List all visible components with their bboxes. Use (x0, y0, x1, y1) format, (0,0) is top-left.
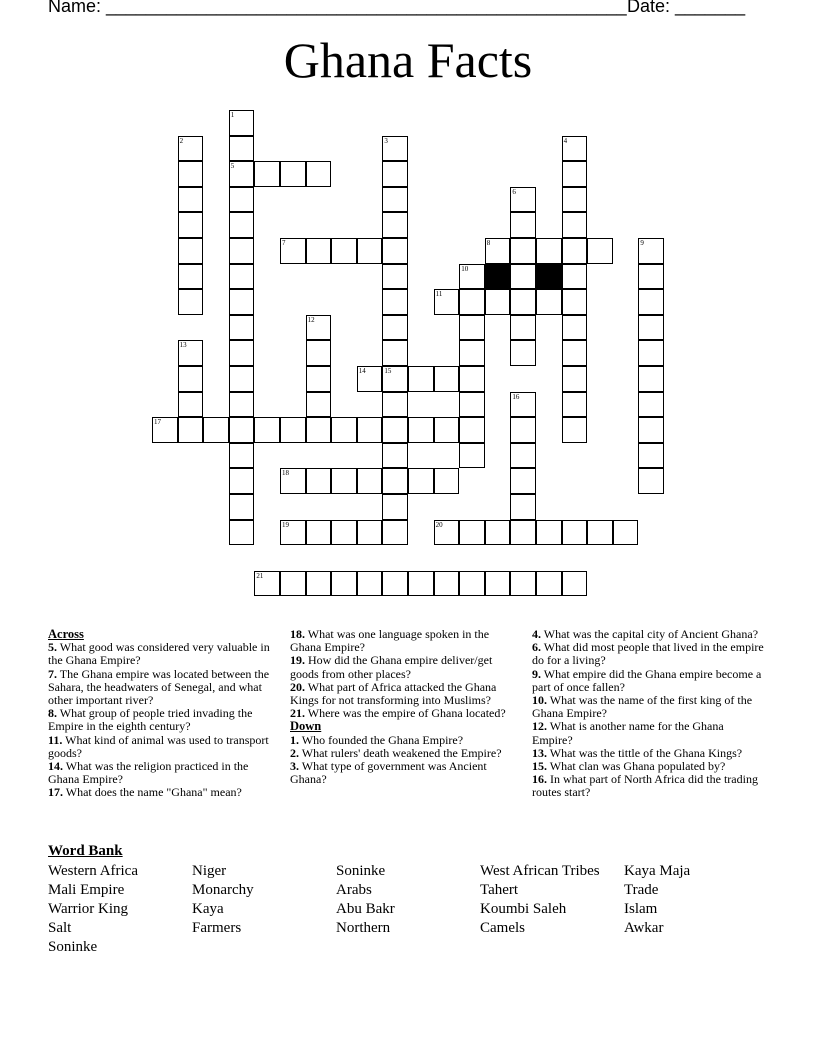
clue (532, 641, 764, 667)
crossword-cell[interactable] (382, 161, 408, 187)
clues-column-1 (48, 628, 280, 800)
down-heading: Down (290, 719, 322, 734)
clue-text: What good was considered very valuable in the Ghana Empire? (48, 640, 270, 668)
crossword-cell[interactable] (485, 571, 511, 597)
crossword-cell[interactable] (280, 571, 306, 597)
crossword-cell[interactable] (229, 238, 255, 264)
crossword-cell[interactable] (510, 315, 536, 341)
crossword-cell[interactable] (382, 315, 408, 341)
crossword-cell[interactable] (459, 520, 485, 546)
crossword-cell[interactable] (229, 161, 255, 187)
word-bank-item: West African Tribes (480, 863, 600, 879)
crossword-cell[interactable] (510, 494, 536, 520)
crossword-cell[interactable] (562, 392, 588, 418)
crossword-cell[interactable] (178, 212, 204, 238)
clue-number-label: 19. (290, 653, 305, 668)
crossword-cell[interactable] (178, 136, 204, 162)
crossword-cell[interactable] (229, 417, 255, 443)
clue-number: 2 (179, 136, 184, 145)
crossword-cell[interactable] (459, 571, 485, 597)
crossword-cell[interactable] (562, 366, 588, 392)
clue-number: 7 (282, 239, 286, 247)
crossword-cell[interactable] (178, 187, 204, 213)
clue (532, 694, 764, 720)
crossword-cell[interactable] (178, 417, 204, 443)
crossword-cell[interactable] (357, 366, 383, 392)
crossword-cell[interactable] (306, 315, 332, 341)
crossword-cell[interactable] (510, 392, 536, 418)
crossword-cell[interactable] (587, 520, 613, 546)
clue-number-label: 17. (48, 785, 63, 800)
crossword-black-cell (536, 264, 562, 290)
crossword-cell[interactable] (434, 571, 460, 597)
crossword-cell[interactable] (382, 289, 408, 315)
clue-number: 20 (435, 520, 443, 529)
crossword-cell[interactable] (382, 443, 408, 469)
clue-number: 5 (230, 162, 235, 171)
crossword-cell[interactable] (638, 340, 664, 366)
crossword-cell[interactable] (562, 289, 588, 315)
clue-number-label: 4. (532, 627, 541, 641)
clue (48, 641, 280, 667)
clue-number: 13 (179, 341, 187, 350)
crossword-cell[interactable] (229, 366, 255, 392)
crossword-cell[interactable] (229, 443, 255, 469)
crossword-cell[interactable] (306, 468, 332, 494)
crossword-cell[interactable] (280, 238, 306, 264)
crossword-cell[interactable] (203, 417, 229, 443)
clue-text: What clan was Ghana populated by? (547, 759, 726, 774)
crossword-cell[interactable] (434, 520, 460, 546)
clue-number-label: 5. (48, 640, 57, 655)
crossword-cell[interactable] (357, 571, 383, 597)
clue (290, 628, 522, 654)
crossword-cell[interactable] (306, 520, 332, 546)
clue-number-label: 18. (290, 627, 305, 641)
crossword-cell[interactable] (459, 340, 485, 366)
crossword-cell[interactable] (408, 468, 434, 494)
crossword-cell[interactable] (408, 417, 434, 443)
clue-number-label: 14. (48, 759, 63, 774)
clue-text: How did the Ghana empire deliver/get goods from other places? (290, 653, 493, 681)
crossword-cell[interactable] (229, 136, 255, 162)
clue-text: What was the capital city of Ancient Ghana? (541, 627, 759, 641)
crossword-cell[interactable] (152, 417, 178, 443)
word-bank-item: Monarchy (192, 882, 254, 898)
crossword-cell[interactable] (459, 392, 485, 418)
crossword-cell[interactable] (382, 520, 408, 546)
word-bank-item: Warrior King (48, 901, 129, 917)
crossword-cell[interactable] (638, 392, 664, 418)
clue-number-label: 9. (532, 666, 541, 681)
clue-number: 21 (256, 571, 264, 580)
crossword-cell[interactable] (280, 161, 306, 187)
crossword-cell[interactable] (229, 392, 255, 418)
crossword-cell[interactable] (638, 315, 664, 341)
clue (48, 707, 280, 733)
clue-number: 1 (230, 111, 235, 119)
word-bank-item: Tahert (480, 882, 519, 898)
word-bank-item: Western Africa (48, 863, 138, 879)
across-heading: Across (48, 627, 84, 641)
crossword-cell[interactable] (485, 289, 511, 315)
clue (532, 773, 764, 799)
word-bank-item: Abu Bakr (336, 901, 395, 917)
clue (48, 760, 280, 786)
clue-text: What was the name of the first king of the Ghana Empire? (532, 693, 753, 721)
crossword-cell[interactable] (178, 238, 204, 264)
clue-text: Who founded the Ghana Empire? (299, 732, 464, 747)
crossword-cell[interactable] (510, 212, 536, 238)
clue-number-label: 13. (532, 745, 547, 760)
clue-text: What was the religion practiced in the Ghana Empire? (48, 759, 249, 787)
word-bank-item: Mali Empire (48, 882, 125, 898)
clues-column-2 (290, 628, 522, 786)
word-bank-item: Kaya Maja (624, 863, 691, 879)
crossword-cell[interactable] (638, 264, 664, 290)
crossword-cell[interactable] (382, 392, 408, 418)
crossword-cell[interactable] (178, 340, 204, 366)
crossword-cell[interactable] (638, 238, 664, 264)
crossword-cell[interactable] (382, 571, 408, 597)
crossword-cell[interactable] (229, 264, 255, 290)
clue-text: What was the tittle of the Ghana Kings? (547, 745, 743, 760)
clue-text: What group of people tried invading the Empire in the eighth century? (48, 706, 253, 734)
clue-number-label: 12. (532, 719, 547, 734)
clue-number-label: 15. (532, 759, 547, 774)
clue-number: 17 (154, 418, 161, 427)
clue-text: What empire did the Ghana empire become a part of once fallen? (532, 666, 762, 694)
crossword-cell[interactable] (562, 161, 588, 187)
crossword-cell[interactable] (459, 289, 485, 315)
crossword-cell[interactable] (434, 417, 460, 443)
crossword-cell[interactable] (382, 264, 408, 290)
word-bank-item: Northern (336, 920, 391, 936)
clue-number-label: 11. (48, 732, 63, 747)
crossword-cell[interactable] (638, 366, 664, 392)
crossword-cell[interactable] (510, 468, 536, 494)
crossword-cell[interactable] (638, 468, 664, 494)
crossword-cell[interactable] (408, 366, 434, 392)
crossword-cell[interactable] (331, 468, 357, 494)
crossword-cell[interactable] (562, 187, 588, 213)
word-bank-item: Awkar (624, 920, 664, 936)
clue-number: 14 (358, 367, 366, 375)
crossword-cell[interactable] (178, 366, 204, 392)
crossword-cell[interactable] (459, 417, 485, 443)
crossword-cell[interactable] (280, 468, 306, 494)
crossword-cell[interactable] (434, 366, 460, 392)
word-bank-item: Trade (624, 882, 659, 898)
crossword-cell[interactable] (485, 520, 511, 546)
crossword-cell[interactable] (562, 212, 588, 238)
clue-number: 10 (461, 264, 469, 273)
crossword-cell[interactable] (562, 571, 588, 597)
word-bank-item: Farmers (192, 920, 242, 936)
clue (290, 707, 522, 720)
clue-number: 19 (282, 520, 289, 529)
clue-number: 15 (384, 367, 392, 375)
clue-text: What is another name for the Ghana Empire? (532, 719, 724, 747)
clue (532, 668, 764, 694)
name-field-label: Name: ____________________________________________________ (48, 0, 627, 16)
clue-number-label: 21. (290, 706, 305, 721)
crossword-cell[interactable] (459, 315, 485, 341)
clue-number: 16 (512, 392, 520, 401)
clue (48, 668, 280, 708)
clue-text: What rulers' death weakened the Empire? (299, 745, 502, 760)
clue-number-label: 3. (290, 759, 299, 774)
clue-number: 8 (486, 239, 491, 247)
crossword-cell[interactable] (562, 238, 588, 264)
crossword-cell[interactable] (613, 520, 639, 546)
clue (48, 786, 280, 799)
crossword-cell[interactable] (510, 443, 536, 469)
clue (290, 760, 522, 786)
word-bank-item: Salt (48, 920, 72, 936)
crossword-cell[interactable] (536, 520, 562, 546)
crossword-cell[interactable] (306, 571, 332, 597)
crossword-cell[interactable] (382, 187, 408, 213)
clue-number-label: 7. (48, 666, 57, 681)
clue-text: What does the name "Ghana" mean? (63, 785, 242, 800)
crossword-cell[interactable] (229, 212, 255, 238)
word-bank-item: Islam (624, 901, 658, 917)
crossword-cell[interactable] (459, 443, 485, 469)
crossword-cell[interactable] (587, 238, 613, 264)
crossword-cell[interactable] (510, 238, 536, 264)
crossword-cell[interactable] (382, 340, 408, 366)
clue-text: What type of government was Ancient Ghana? (290, 759, 487, 787)
crossword-cell[interactable] (280, 520, 306, 546)
crossword-cell[interactable] (357, 468, 383, 494)
crossword-cell[interactable] (357, 520, 383, 546)
clue (290, 654, 522, 680)
crossword-cell[interactable] (510, 520, 536, 546)
clues-column-3 (532, 628, 764, 800)
crossword-cell[interactable] (510, 571, 536, 597)
clue (48, 734, 280, 760)
clue-number: 11 (435, 290, 443, 299)
crossword-cell[interactable] (331, 238, 357, 264)
crossword-cell[interactable] (562, 520, 588, 546)
clue-number-label: 16. (532, 772, 547, 787)
crossword-cell[interactable] (178, 392, 204, 418)
clue-number: 12 (307, 315, 315, 324)
crossword-cell[interactable] (382, 136, 408, 162)
clue-number: 9 (640, 239, 644, 247)
crossword-cell[interactable] (306, 238, 332, 264)
clue-number: 6 (512, 187, 516, 196)
clue-text: What was one language spoken in the Ghana Empire? (290, 627, 490, 655)
crossword-cell[interactable] (562, 417, 588, 443)
crossword-cell[interactable] (638, 289, 664, 315)
crossword-cell[interactable] (254, 161, 280, 187)
crossword-cell[interactable] (178, 161, 204, 187)
crossword-cell[interactable] (638, 417, 664, 443)
crossword-cell[interactable] (306, 366, 332, 392)
clue-number: 18 (282, 469, 289, 478)
clue (532, 720, 764, 746)
crossword-cell[interactable] (280, 417, 306, 443)
crossword-cell[interactable] (536, 238, 562, 264)
crossword-cell[interactable] (306, 161, 332, 187)
crossword-cell[interactable] (510, 417, 536, 443)
crossword-cell[interactable] (229, 340, 255, 366)
clue-text: What part of Africa attacked the Ghana Kings for not transforming into Muslims? (290, 679, 497, 708)
crossword-cell[interactable] (510, 289, 536, 315)
crossword-cell[interactable] (306, 340, 332, 366)
crossword-cell[interactable] (229, 110, 255, 136)
clue-text: In what part of North Africa did the trading routes start? (532, 772, 758, 800)
clue-number-label: 6. (532, 640, 541, 655)
crossword-cell[interactable] (638, 443, 664, 469)
crossword-cell[interactable] (382, 238, 408, 264)
crossword-cell[interactable] (254, 571, 280, 597)
clue-number: 3 (384, 136, 388, 145)
crossword-cell[interactable] (357, 417, 383, 443)
crossword-cell[interactable] (229, 289, 255, 315)
crossword-cell[interactable] (178, 264, 204, 290)
word-bank-title: Word Bank (48, 843, 123, 859)
date-field-label: Date: _______ (627, 0, 746, 16)
crossword-cell[interactable] (331, 571, 357, 597)
crossword-cell[interactable] (229, 520, 255, 546)
crossword-cell[interactable] (229, 187, 255, 213)
word-bank-item: Camels (480, 920, 525, 936)
crossword-cell[interactable] (382, 494, 408, 520)
word-bank-item: Soninke (336, 863, 386, 879)
clue-number-label: 1. (290, 732, 299, 747)
crossword-cell[interactable] (306, 392, 332, 418)
crossword-cell[interactable] (178, 289, 204, 315)
clue-number: 4 (563, 136, 568, 145)
crossword-cell[interactable] (510, 187, 536, 213)
clue-number-label: 10. (532, 693, 547, 708)
crossword-cell[interactable] (408, 571, 434, 597)
crossword-cell[interactable] (459, 366, 485, 392)
crossword-cell[interactable] (562, 136, 588, 162)
crossword-cell[interactable] (562, 340, 588, 366)
clue-number-label: 8. (48, 706, 57, 721)
crossword-cell[interactable] (382, 417, 408, 443)
word-bank-item: Niger (192, 863, 227, 879)
crossword-cell[interactable] (562, 315, 588, 341)
crossword-cell[interactable] (562, 264, 588, 290)
clue-text: What did most people that lived in the empire do for a living? (532, 640, 764, 668)
clue-number-label: 20. (290, 679, 305, 694)
clue-text: The Ghana empire was located between the Sahara, the headwaters of Senegal, and what other important river? (48, 666, 270, 708)
crossword-cell[interactable] (536, 289, 562, 315)
crossword-cell[interactable] (254, 417, 280, 443)
crossword-cell[interactable] (229, 494, 255, 520)
page-title: Ghana Facts (283, 32, 533, 88)
crossword-cell[interactable] (459, 264, 485, 290)
crossword-cell[interactable] (229, 315, 255, 341)
word-bank-item: Soninke (48, 939, 98, 955)
clue-text: Where was the empire of Ghana located? (305, 706, 506, 721)
crossword-cell[interactable] (229, 468, 255, 494)
crossword-cell[interactable] (331, 520, 357, 546)
crossword-cell[interactable] (357, 238, 383, 264)
crossword-cell[interactable] (510, 340, 536, 366)
crossword-cell[interactable] (331, 417, 357, 443)
clue-number-label: 2. (290, 745, 299, 760)
word-bank-item: Kaya (192, 901, 224, 917)
crossword-cell[interactable] (485, 238, 511, 264)
crossword-cell[interactable] (382, 468, 408, 494)
crossword-black-cell (485, 264, 511, 290)
crossword-cell[interactable] (434, 468, 460, 494)
crossword-cell[interactable] (434, 289, 460, 315)
crossword-cell[interactable] (306, 417, 332, 443)
crossword-cell[interactable] (382, 212, 408, 238)
clue (290, 681, 522, 707)
crossword-cell[interactable] (536, 571, 562, 597)
clue-text: What kind of animal was used to transport goods? (48, 732, 269, 760)
crossword-cell[interactable] (382, 366, 408, 392)
crossword-cell[interactable] (510, 264, 536, 290)
word-bank-item: Arabs (336, 882, 372, 898)
word-bank-item: Koumbi Saleh (480, 901, 567, 917)
